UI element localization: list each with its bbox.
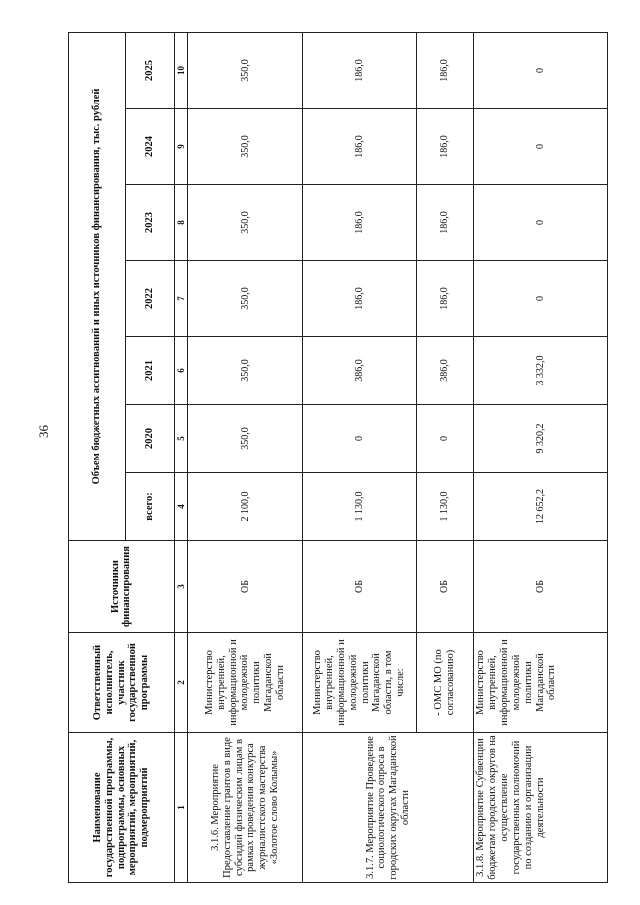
header-executor: Ответственный исполнитель, участник государственной программы [69,633,175,733]
header-source: Источники финансирования [69,541,175,633]
row-value: 386,0 [303,337,416,405]
row-value: 186,0 [303,109,416,185]
page-number: 36 [36,425,51,438]
row-value: 186,0 [303,261,416,337]
row-value: 0 [474,261,608,337]
column-number: 8 [174,185,187,261]
budget-table-rotated [68,33,608,883]
header-total: всего: [125,473,174,541]
column-number: 5 [174,405,187,473]
row-value: 0 [474,185,608,261]
row-value: 0 [474,32,608,108]
header-year: 2021 [125,337,174,405]
row-value: 386,0 [416,337,474,405]
row-value: 0 [416,405,474,473]
row-name: 3.1.8. Мероприятие Субвенции бюджетам городских округов на осуществление государственных полномочий по созданию и организации деятельности [474,733,608,883]
header-year: 2022 [125,261,174,337]
row-value: 0 [303,405,416,473]
row-executor: Министерство внутренней, информационной и молодежной политики Магаданской области, в том числе: [303,633,416,733]
row-total: 2 100,0 [188,473,303,541]
column-number: 10 [174,32,187,108]
row-executor: - ОМС МО (по согласованию) [416,633,474,733]
row-value: 350,0 [188,32,303,108]
table-row [188,32,303,882]
row-value: 9 320,2 [474,405,608,473]
header-year: 2023 [125,185,174,261]
row-source: ОБ [188,541,303,633]
row-total: 12 652,2 [474,473,608,541]
row-source: ОБ [474,541,608,633]
row-value: 186,0 [303,32,416,108]
header-year: 2024 [125,109,174,185]
row-name: 3.1.6. Мероприятие Предоставление грантов в виде субсидий физическим лицам в рамках проведения конкурса журналистского мастерства «Золотое слово Колымы» [188,733,303,883]
row-value: 350,0 [188,261,303,337]
budget-table [68,32,608,883]
header-year: 2020 [125,405,174,473]
column-number: 1 [174,733,187,883]
column-number: 3 [174,541,187,633]
row-value: 186,0 [303,185,416,261]
row-value: 186,0 [416,109,474,185]
column-number: 4 [174,473,187,541]
row-source: ОБ [416,541,474,633]
row-value: 186,0 [416,185,474,261]
row-value: 350,0 [188,337,303,405]
column-number: 6 [174,337,187,405]
row-value: 186,0 [416,261,474,337]
row-value: 350,0 [188,185,303,261]
row-value: 350,0 [188,109,303,185]
row-name: 3.1.7. Мероприятие Проведение социологического опроса в городских округах Магаданской области [303,733,474,883]
header-name: Наименование государственной программы, подпрограммы, основных мероприятий, мероприятий, подмероприятий [69,733,175,883]
column-number: 9 [174,109,187,185]
header-year: 2025 [125,32,174,108]
row-source: ОБ [303,541,416,633]
row-value: 350,0 [188,405,303,473]
row-executor: Министерство внутренней, информационной и молодежной политики Магаданской области [188,633,303,733]
row-value: 3 332,0 [474,337,608,405]
column-number: 7 [174,261,187,337]
row-value: 0 [474,109,608,185]
row-value: 186,0 [416,32,474,108]
row-executor: Министерство внутренней, информационной и молодежной политики Магаданской области [474,633,608,733]
row-total: 1 130,0 [303,473,416,541]
table-row [303,32,416,882]
table-row [474,32,608,882]
column-number: 2 [174,633,187,733]
row-total: 1 130,0 [416,473,474,541]
header-volume: Объем бюджетных ассигнований и иных источников финансирования, тыс. рублей [69,32,126,540]
